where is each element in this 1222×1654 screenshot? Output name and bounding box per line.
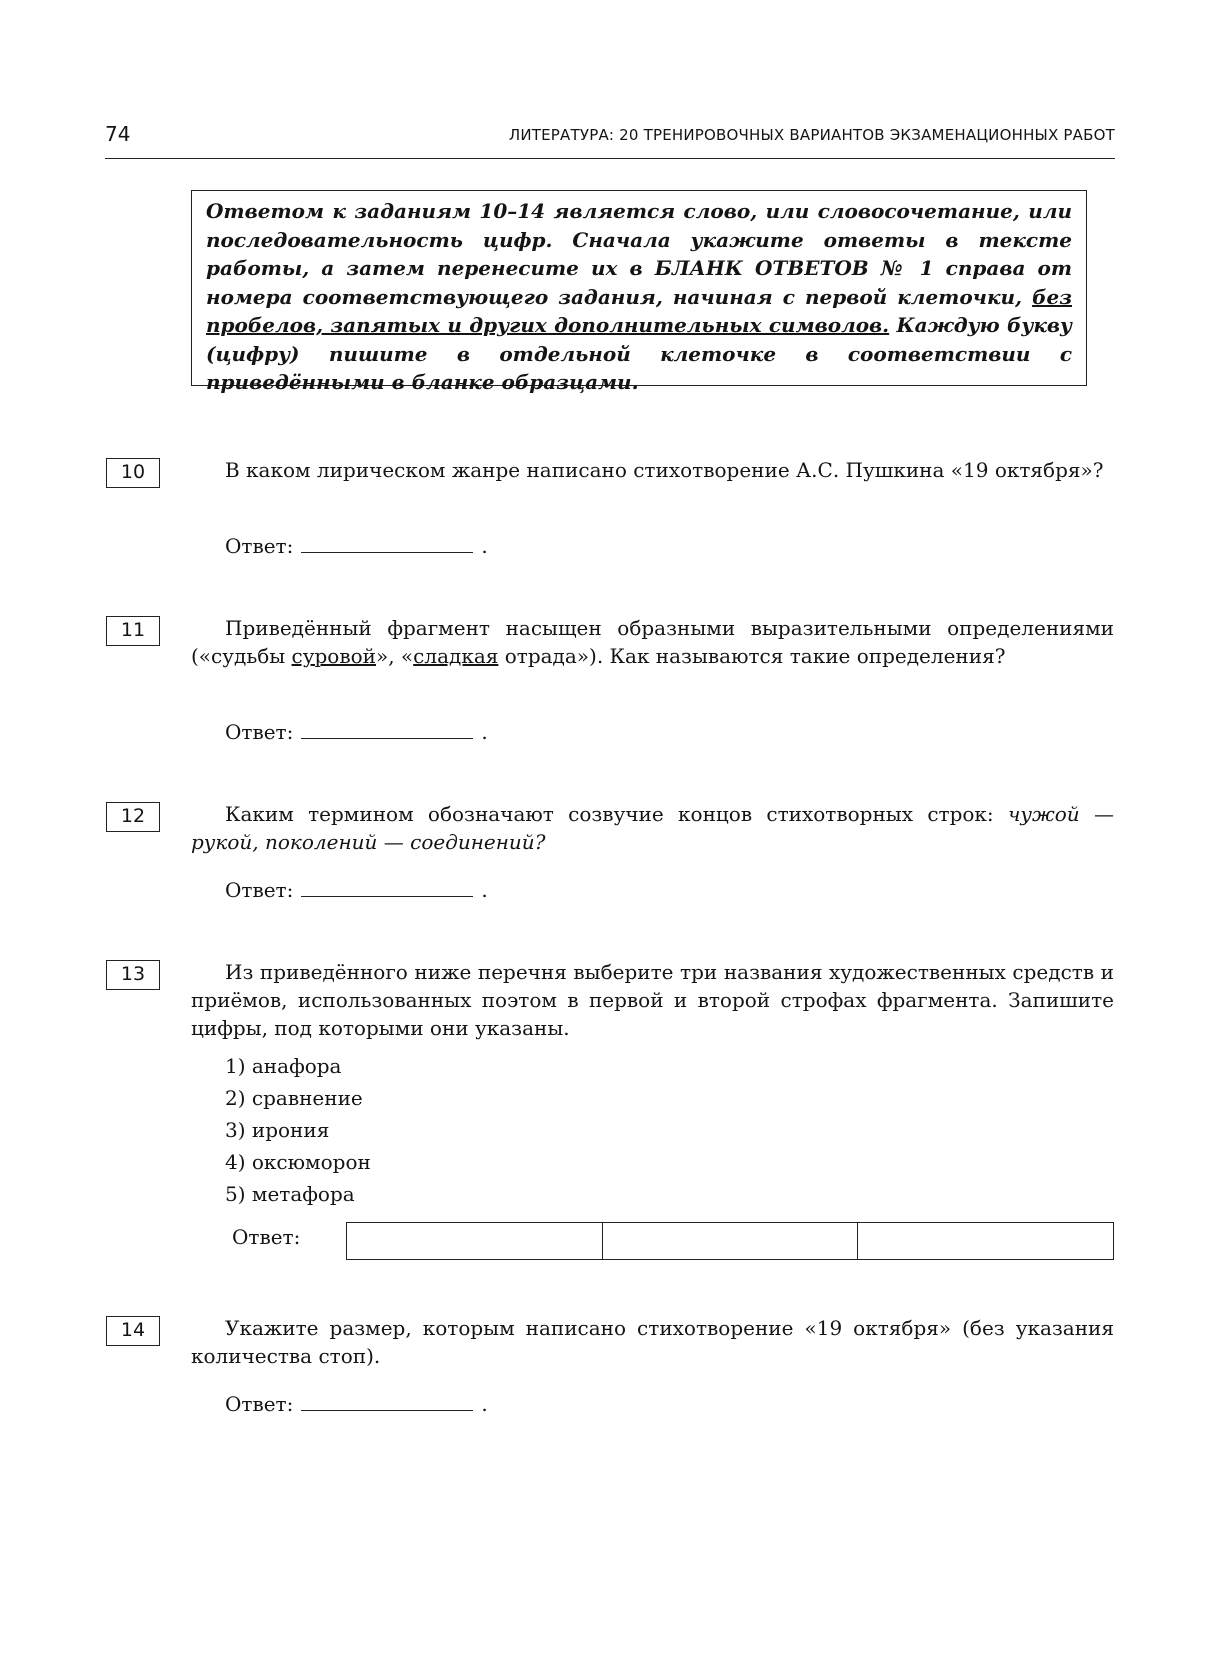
answer-cell[interactable] (347, 1223, 603, 1259)
task-11-underlined-1: суровой (291, 644, 376, 668)
answer-end: . (481, 534, 488, 558)
answer-end: . (481, 1392, 488, 1416)
task-14-number: 14 (106, 1316, 160, 1346)
answer-end: . (481, 720, 488, 744)
task-13-question: Из приведённого ниже перечня выберите три названия художественных средств и приёмов, использованных поэтом в первой и второй строфах фрагмента. Запишите цифры, под которыми они указаны. (191, 960, 1114, 1040)
page-number: 74 (105, 122, 131, 146)
running-title: ЛИТЕРАТУРА: 20 ТРЕНИРОВОЧНЫХ ВАРИАНТОВ ЭКЗАМЕНАЦИОННЫХ РАБОТ (508, 126, 1115, 144)
answer-input-line[interactable] (301, 724, 473, 739)
task-14-question: Укажите размер, которым написано стихотворение «19 октября» (без указания количества стоп). (191, 1316, 1114, 1368)
task-12-number: 12 (106, 802, 160, 832)
task-11-underlined-2: сладкая (413, 644, 499, 668)
task-11-question (191, 614, 1114, 670)
instruction-underlined: без пробелов, запятых и других дополнительных символов. (206, 284, 1072, 337)
task-12-question (191, 800, 1114, 856)
task-11-answer (225, 718, 488, 746)
task-11-text-a: Приведённый фрагмент насыщен образными выразительными определениями («судьбы (191, 616, 1114, 668)
option-item: 1) анафора (225, 1054, 342, 1078)
instruction-text-2: Каждую букву (цифру) пишите в отдельной клеточке в соответствии с приведёнными в бланке образцами. (206, 313, 1072, 394)
answer-label: Ответ: (225, 720, 294, 744)
answer-input-line[interactable] (301, 1396, 473, 1411)
task-13-answer-label: Ответ: (232, 1225, 301, 1249)
answer-cell[interactable] (603, 1223, 859, 1259)
task-14-answer (225, 1390, 488, 1418)
answer-label: Ответ: (225, 534, 294, 558)
task-13-options (225, 1050, 371, 1210)
page-header (105, 118, 1115, 159)
task-12-answer (225, 876, 488, 904)
instruction-box (191, 190, 1087, 394)
option-item: 5) метафора (225, 1182, 355, 1206)
option-item: 3) ирония (225, 1118, 330, 1142)
answer-input-line[interactable] (301, 882, 473, 897)
answer-input-line[interactable] (301, 538, 473, 553)
task-12-italic-examples: чужой — рукой, поколений — соединений? (191, 802, 1114, 854)
task-11-text-c: отрада»). Как называются такие определения? (498, 644, 1006, 668)
task-12-text: Каким термином обозначают созвучие концов стихотворных строк: (225, 802, 1008, 826)
task-11-number: 11 (106, 616, 160, 646)
task-11-text-b: », « (375, 644, 414, 668)
task-10-number: 10 (106, 458, 160, 488)
option-item: 4) оксюморон (225, 1150, 371, 1174)
task-10-question: В каком лирическом жанре написано стихотворение А.С. Пушкина «19 октября»? (225, 458, 1104, 482)
task-10-answer (225, 532, 488, 560)
answer-end: . (481, 878, 488, 902)
task-13-answer-grid (346, 1222, 1114, 1260)
answer-label: Ответ: (225, 878, 294, 902)
option-item: 2) сравнение (225, 1086, 363, 1110)
task-13-number: 13 (106, 960, 160, 990)
answer-cell[interactable] (858, 1223, 1113, 1259)
answer-label: Ответ: (225, 1392, 294, 1416)
instruction-text-1: Ответом к заданиям 10–14 является слово, или словосочетание, или последовательность цифр. Сначала укажите ответы в тексте работы, а затем перенесите их в БЛАНК ОТВЕТОВ № 1 справа от номера соответствующего задания, начиная с первой клеточки, (206, 199, 1072, 309)
